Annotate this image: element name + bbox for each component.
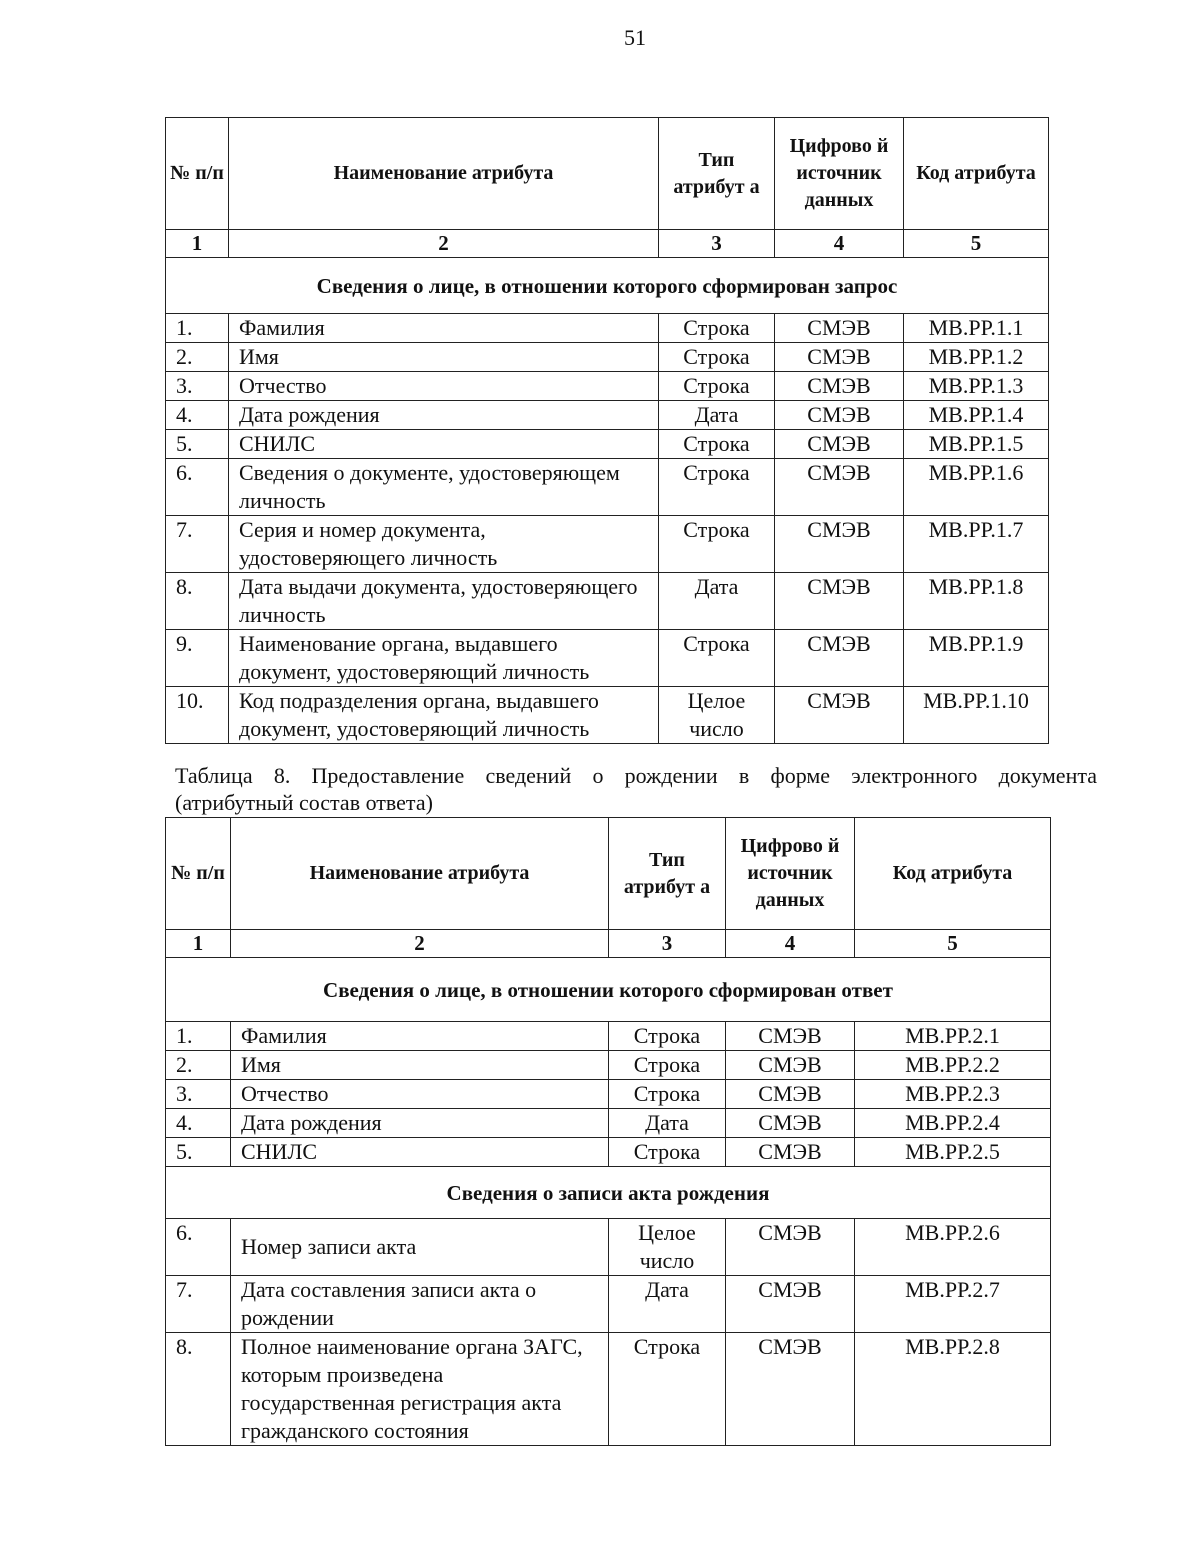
section-title: Сведения о лице, в отношении которого сформирован запрос xyxy=(166,258,1049,314)
column-number: 5 xyxy=(855,930,1051,958)
attribute-code: MB.PP.1.6 xyxy=(904,459,1049,516)
header-data-source: Цифрово й источник данных xyxy=(726,818,855,930)
section-row xyxy=(166,958,1051,1022)
attribute-type: Целое число xyxy=(659,687,775,744)
column-number: 1 xyxy=(166,930,231,958)
attribute-name: Наименование органа, выдавшего документ, удостоверяющий личность xyxy=(229,630,659,687)
column-number: 5 xyxy=(904,230,1049,258)
row-number: 2. xyxy=(166,1051,231,1080)
attribute-type: Строка xyxy=(659,372,775,401)
data-source: СМЭВ xyxy=(726,1333,855,1446)
attribute-code: MB.PP.2.3 xyxy=(855,1080,1051,1109)
data-source: СМЭВ xyxy=(775,630,904,687)
table-header-row xyxy=(166,118,1049,230)
row-number: 5. xyxy=(166,1138,231,1167)
attribute-code: MB.PP.2.4 xyxy=(855,1109,1051,1138)
attribute-type: Строка xyxy=(659,630,775,687)
data-source: СМЭВ xyxy=(726,1109,855,1138)
table-row xyxy=(166,516,1049,573)
attribute-type: Строка xyxy=(659,430,775,459)
attribute-code: MB.PP.1.10 xyxy=(904,687,1049,744)
row-number: 2. xyxy=(166,343,229,372)
table-row xyxy=(166,343,1049,372)
attribute-code: MB.PP.1.8 xyxy=(904,573,1049,630)
caption-line-2: (атрибутный состав ответа) xyxy=(175,790,433,815)
table-row xyxy=(166,1219,1051,1276)
data-source: СМЭВ xyxy=(726,1138,855,1167)
attribute-name: Фамилия xyxy=(231,1022,609,1051)
attribute-name: Дата рождения xyxy=(231,1109,609,1138)
table-row xyxy=(166,1080,1051,1109)
data-source: СМЭВ xyxy=(775,573,904,630)
attribute-type: Строка xyxy=(659,314,775,343)
attribute-type: Дата xyxy=(659,401,775,430)
table-row xyxy=(166,573,1049,630)
table-row xyxy=(166,1051,1051,1080)
data-source: СМЭВ xyxy=(726,1219,855,1276)
attribute-name: Отчество xyxy=(229,372,659,401)
header-attribute-type: Тип атрибут а xyxy=(609,818,726,930)
column-number: 2 xyxy=(229,230,659,258)
column-numbers-row xyxy=(166,930,1051,958)
attribute-name: Дата составления записи акта о рождении xyxy=(231,1276,609,1333)
table-row xyxy=(166,630,1049,687)
row-number: 6. xyxy=(166,459,229,516)
attribute-name: Сведения о документе, удостоверяющем личность xyxy=(229,459,659,516)
table-row xyxy=(166,1022,1051,1051)
attribute-type: Дата xyxy=(609,1109,726,1138)
attribute-code: MB.PP.2.1 xyxy=(855,1022,1051,1051)
table-caption xyxy=(175,762,1097,816)
column-number: 3 xyxy=(659,230,775,258)
data-source: СМЭВ xyxy=(726,1276,855,1333)
attribute-code: MB.PP.2.2 xyxy=(855,1051,1051,1080)
column-number: 4 xyxy=(726,930,855,958)
attribute-type: Строка xyxy=(609,1022,726,1051)
attribute-type: Дата xyxy=(609,1276,726,1333)
row-number: 4. xyxy=(166,1109,231,1138)
attribute-name: Дата рождения xyxy=(229,401,659,430)
table-row xyxy=(166,372,1049,401)
attribute-name: Фамилия xyxy=(229,314,659,343)
attribute-code: MB.PP.1.9 xyxy=(904,630,1049,687)
data-source: СМЭВ xyxy=(726,1022,855,1051)
attribute-code: MB.PP.1.4 xyxy=(904,401,1049,430)
table-row xyxy=(166,1109,1051,1138)
column-number: 4 xyxy=(775,230,904,258)
row-number: 4. xyxy=(166,401,229,430)
caption-line-1: Таблица 8. Предоставление сведений о рождении в форме электронного документа xyxy=(175,763,1097,788)
row-number: 1. xyxy=(166,314,229,343)
column-numbers-row xyxy=(166,230,1049,258)
table-row xyxy=(166,1276,1051,1333)
attribute-type: Строка xyxy=(659,516,775,573)
row-number: 6. xyxy=(166,1219,231,1276)
table-row xyxy=(166,459,1049,516)
header-attribute-name: Наименование атрибута xyxy=(231,818,609,930)
attribute-type: Строка xyxy=(609,1138,726,1167)
row-number: 10. xyxy=(166,687,229,744)
header-attribute-code: Код атрибута xyxy=(904,118,1049,230)
attribute-code: MB.PP.2.8 xyxy=(855,1333,1051,1446)
data-source: СМЭВ xyxy=(726,1051,855,1080)
data-source: СМЭВ xyxy=(775,314,904,343)
section-row xyxy=(166,1167,1051,1219)
header-number: № п/п xyxy=(166,818,231,930)
row-number: 8. xyxy=(166,573,229,630)
row-number: 3. xyxy=(166,372,229,401)
attribute-type: Целое число xyxy=(609,1219,726,1276)
attribute-name: Код подразделения органа, выдавшего документ, удостоверяющий личность xyxy=(229,687,659,744)
data-source: СМЭВ xyxy=(775,343,904,372)
row-number: 8. xyxy=(166,1333,231,1446)
table-header-row xyxy=(166,818,1051,930)
page-number: 51 xyxy=(624,25,646,50)
attribute-type: Строка xyxy=(659,343,775,372)
attribute-name: Серия и номер документа, удостоверяющего личность xyxy=(229,516,659,573)
data-source: СМЭВ xyxy=(775,516,904,573)
table-row xyxy=(166,1138,1051,1167)
data-source: СМЭВ xyxy=(775,687,904,744)
header-attribute-code: Код атрибута xyxy=(855,818,1051,930)
row-number: 9. xyxy=(166,630,229,687)
header-attribute-name: Наименование атрибута xyxy=(229,118,659,230)
attribute-name: Дата выдачи документа, удостоверяющего личность xyxy=(229,573,659,630)
attribute-code: MB.PP.2.7 xyxy=(855,1276,1051,1333)
attribute-type: Строка xyxy=(609,1333,726,1446)
data-source: СМЭВ xyxy=(775,401,904,430)
column-number: 1 xyxy=(166,230,229,258)
attribute-type: Дата xyxy=(659,573,775,630)
column-number: 3 xyxy=(609,930,726,958)
data-source: СМЭВ xyxy=(775,459,904,516)
row-number: 1. xyxy=(166,1022,231,1051)
column-number: 2 xyxy=(231,930,609,958)
attribute-code: MB.PP.1.3 xyxy=(904,372,1049,401)
table-row xyxy=(166,687,1049,744)
attributes-table-response xyxy=(165,817,1051,1446)
section-title: Сведения о записи акта рождения xyxy=(166,1167,1051,1219)
table-row xyxy=(166,314,1049,343)
attribute-name: Номер записи акта xyxy=(231,1219,609,1276)
header-number: № п/п xyxy=(166,118,229,230)
table-row xyxy=(166,401,1049,430)
attribute-name: СНИЛС xyxy=(229,430,659,459)
row-number: 7. xyxy=(166,516,229,573)
attribute-name: Полное наименование органа ЗАГС, которым произведена государственная регистрация акта гражданского состояния xyxy=(231,1333,609,1446)
attribute-type: Строка xyxy=(609,1051,726,1080)
attribute-type: Строка xyxy=(659,459,775,516)
row-number: 5. xyxy=(166,430,229,459)
attribute-code: MB.PP.1.5 xyxy=(904,430,1049,459)
attribute-name: Отчество xyxy=(231,1080,609,1109)
attribute-code: MB.PP.2.6 xyxy=(855,1219,1051,1276)
attribute-code: MB.PP.1.7 xyxy=(904,516,1049,573)
data-source: СМЭВ xyxy=(726,1080,855,1109)
table-row xyxy=(166,1333,1051,1446)
row-number: 3. xyxy=(166,1080,231,1109)
section-title: Сведения о лице, в отношении которого сформирован ответ xyxy=(166,958,1051,1022)
section-row xyxy=(166,258,1049,314)
data-source: СМЭВ xyxy=(775,430,904,459)
attribute-name: Имя xyxy=(231,1051,609,1080)
header-data-source: Цифрово й источник данных xyxy=(775,118,904,230)
attribute-name: Имя xyxy=(229,343,659,372)
attribute-type: Строка xyxy=(609,1080,726,1109)
attribute-code: MB.PP.2.5 xyxy=(855,1138,1051,1167)
attributes-table-request xyxy=(165,117,1049,744)
table-row xyxy=(166,430,1049,459)
data-source: СМЭВ xyxy=(775,372,904,401)
attribute-code: MB.PP.1.1 xyxy=(904,314,1049,343)
attribute-code: MB.PP.1.2 xyxy=(904,343,1049,372)
attribute-name: СНИЛС xyxy=(231,1138,609,1167)
row-number: 7. xyxy=(166,1276,231,1333)
header-attribute-type: Тип атрибут а xyxy=(659,118,775,230)
